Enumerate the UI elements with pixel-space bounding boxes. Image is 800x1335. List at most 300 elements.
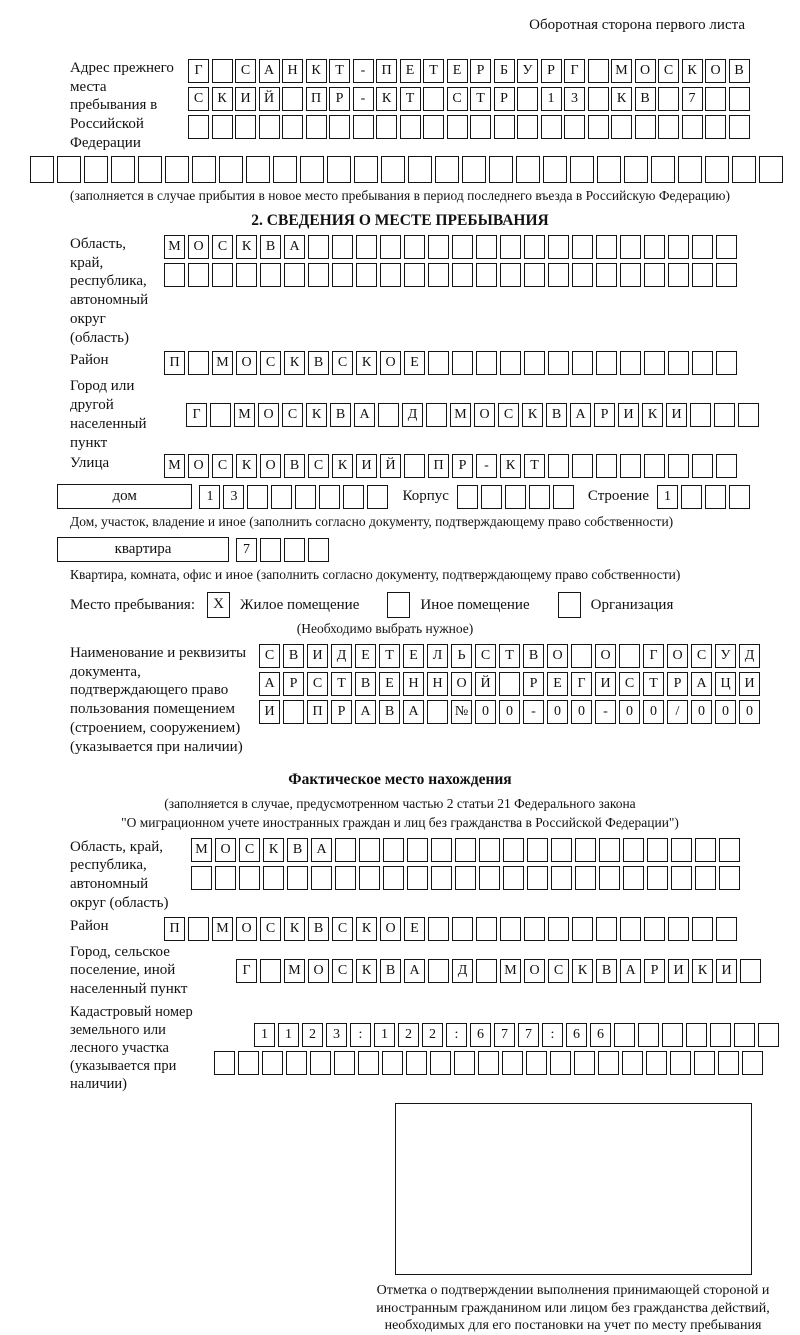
char-box[interactable] (651, 156, 675, 183)
char-box[interactable] (452, 263, 473, 287)
char-box[interactable] (742, 1051, 763, 1075)
char-box[interactable]: Р (594, 403, 615, 427)
char-box[interactable]: И (235, 87, 256, 111)
char-box[interactable]: В (523, 644, 544, 668)
char-box[interactable] (259, 115, 280, 139)
char-box[interactable]: Н (403, 672, 424, 696)
char-box[interactable]: 0 (715, 700, 736, 724)
char-box[interactable] (553, 485, 574, 509)
char-box[interactable] (212, 263, 233, 287)
char-box[interactable] (624, 156, 648, 183)
char-box[interactable]: В (355, 672, 376, 696)
char-box[interactable] (236, 263, 257, 287)
char-box[interactable] (644, 351, 665, 375)
char-box[interactable]: Й (475, 672, 496, 696)
char-box[interactable] (716, 351, 737, 375)
char-box[interactable]: М (450, 403, 471, 427)
char-box[interactable] (479, 838, 500, 862)
char-box[interactable] (524, 351, 545, 375)
char-box[interactable] (548, 263, 569, 287)
char-box[interactable] (517, 87, 538, 111)
char-box[interactable] (359, 838, 380, 862)
char-box[interactable] (273, 156, 297, 183)
char-box[interactable]: И (307, 644, 328, 668)
char-box[interactable] (111, 156, 135, 183)
char-box[interactable] (426, 403, 447, 427)
char-box[interactable]: 0 (691, 700, 712, 724)
char-box[interactable] (138, 156, 162, 183)
char-box[interactable] (219, 156, 243, 183)
char-box[interactable]: М (611, 59, 632, 83)
char-box[interactable] (599, 838, 620, 862)
char-box[interactable]: Т (329, 59, 350, 83)
char-box[interactable] (572, 235, 593, 259)
char-box[interactable] (239, 866, 260, 890)
char-box[interactable] (383, 838, 404, 862)
char-box[interactable] (596, 351, 617, 375)
char-box[interactable] (400, 115, 421, 139)
char-box[interactable] (500, 917, 521, 941)
char-box[interactable] (287, 866, 308, 890)
char-box[interactable]: С (548, 959, 569, 983)
char-box[interactable]: И (668, 959, 689, 983)
char-box[interactable]: В (596, 959, 617, 983)
char-box[interactable] (548, 235, 569, 259)
char-box[interactable] (596, 263, 617, 287)
char-box[interactable] (524, 263, 545, 287)
char-box[interactable] (623, 866, 644, 890)
char-box[interactable] (500, 351, 521, 375)
char-box[interactable] (734, 1023, 755, 1047)
char-box[interactable]: К (682, 59, 703, 83)
char-box[interactable]: - (353, 87, 374, 111)
char-box[interactable]: К (692, 959, 713, 983)
char-box[interactable]: / (667, 700, 688, 724)
char-box[interactable]: М (284, 959, 305, 983)
char-box[interactable] (283, 700, 304, 724)
char-box[interactable]: 6 (566, 1023, 587, 1047)
char-box[interactable]: И (356, 454, 377, 478)
char-box[interactable] (681, 485, 702, 509)
char-box[interactable] (686, 1023, 707, 1047)
char-box[interactable]: В (379, 700, 400, 724)
char-box[interactable] (284, 538, 305, 562)
char-box[interactable]: 6 (590, 1023, 611, 1047)
char-box[interactable] (212, 59, 233, 83)
char-box[interactable]: С (260, 917, 281, 941)
char-box[interactable] (588, 59, 609, 83)
char-box[interactable]: С (259, 644, 280, 668)
char-box[interactable] (668, 263, 689, 287)
char-box[interactable]: С (447, 87, 468, 111)
char-box[interactable]: 0 (739, 700, 760, 724)
char-box[interactable]: Р (644, 959, 665, 983)
char-box[interactable] (671, 866, 692, 890)
char-box[interactable]: Д (739, 644, 760, 668)
char-box[interactable] (334, 1051, 355, 1075)
char-box[interactable]: П (306, 87, 327, 111)
char-box[interactable]: А (259, 59, 280, 83)
char-box[interactable] (210, 403, 231, 427)
char-box[interactable] (260, 959, 281, 983)
char-box[interactable]: - (353, 59, 374, 83)
char-box[interactable] (572, 263, 593, 287)
char-box[interactable] (378, 403, 399, 427)
char-box[interactable] (529, 485, 550, 509)
char-box[interactable] (382, 1051, 403, 1075)
char-box[interactable] (354, 156, 378, 183)
char-box[interactable] (620, 263, 641, 287)
other-premises-checkbox[interactable] (387, 592, 410, 618)
char-box[interactable] (300, 156, 324, 183)
char-box[interactable] (705, 156, 729, 183)
char-box[interactable]: С (212, 235, 233, 259)
char-box[interactable]: В (287, 838, 308, 862)
char-box[interactable] (476, 235, 497, 259)
char-box[interactable]: М (234, 403, 255, 427)
char-box[interactable] (489, 156, 513, 183)
char-box[interactable] (358, 1051, 379, 1075)
char-box[interactable] (572, 917, 593, 941)
char-box[interactable] (359, 866, 380, 890)
char-box[interactable]: 7 (518, 1023, 539, 1047)
char-box[interactable] (598, 1051, 619, 1075)
char-box[interactable] (503, 866, 524, 890)
char-box[interactable]: А (355, 700, 376, 724)
char-box[interactable] (524, 235, 545, 259)
char-box[interactable] (335, 838, 356, 862)
char-box[interactable]: С (308, 454, 329, 478)
char-box[interactable]: Н (427, 672, 448, 696)
char-box[interactable]: Ц (715, 672, 736, 696)
char-box[interactable]: О (188, 454, 209, 478)
char-box[interactable] (238, 1051, 259, 1075)
char-box[interactable] (286, 1051, 307, 1075)
char-box[interactable]: А (354, 403, 375, 427)
char-box[interactable]: О (215, 838, 236, 862)
char-box[interactable] (695, 866, 716, 890)
char-box[interactable]: Д (452, 959, 473, 983)
char-box[interactable]: 1 (657, 485, 678, 509)
char-box[interactable] (427, 700, 448, 724)
char-box[interactable] (452, 917, 473, 941)
char-box[interactable]: : (350, 1023, 371, 1047)
char-box[interactable] (716, 917, 737, 941)
char-box[interactable] (635, 115, 656, 139)
char-box[interactable]: В (284, 454, 305, 478)
char-box[interactable]: № (451, 700, 472, 724)
char-box[interactable] (588, 87, 609, 111)
char-box[interactable] (188, 917, 209, 941)
char-box[interactable]: О (451, 672, 472, 696)
char-box[interactable]: Е (447, 59, 468, 83)
char-box[interactable]: 7 (682, 87, 703, 111)
char-box[interactable]: С (332, 917, 353, 941)
char-box[interactable] (596, 917, 617, 941)
char-box[interactable] (695, 838, 716, 862)
char-box[interactable]: Е (355, 644, 376, 668)
char-box[interactable]: С (691, 644, 712, 668)
char-box[interactable]: Ь (451, 644, 472, 668)
char-box[interactable] (575, 838, 596, 862)
char-box[interactable]: П (428, 454, 449, 478)
char-box[interactable]: К (263, 838, 284, 862)
char-box[interactable] (614, 1023, 635, 1047)
char-box[interactable]: Т (331, 672, 352, 696)
char-box[interactable]: С (619, 672, 640, 696)
char-box[interactable] (714, 403, 735, 427)
char-box[interactable] (719, 838, 740, 862)
char-box[interactable]: О (474, 403, 495, 427)
char-box[interactable] (705, 115, 726, 139)
char-box[interactable] (692, 235, 713, 259)
char-box[interactable] (716, 454, 737, 478)
char-box[interactable]: И (618, 403, 639, 427)
char-box[interactable]: П (164, 351, 185, 375)
char-box[interactable] (670, 1051, 691, 1075)
char-box[interactable] (623, 838, 644, 862)
char-box[interactable]: К (306, 403, 327, 427)
char-box[interactable] (662, 1023, 683, 1047)
char-box[interactable] (550, 1051, 571, 1075)
char-box[interactable] (570, 156, 594, 183)
char-box[interactable] (599, 866, 620, 890)
char-box[interactable]: М (500, 959, 521, 983)
char-box[interactable] (308, 235, 329, 259)
char-box[interactable] (710, 1023, 731, 1047)
char-box[interactable]: О (258, 403, 279, 427)
char-box[interactable] (295, 485, 316, 509)
char-box[interactable] (644, 263, 665, 287)
char-box[interactable] (574, 1051, 595, 1075)
char-box[interactable] (260, 263, 281, 287)
char-box[interactable]: Н (282, 59, 303, 83)
char-box[interactable] (356, 263, 377, 287)
char-box[interactable] (407, 866, 428, 890)
char-box[interactable] (260, 538, 281, 562)
char-box[interactable] (729, 485, 750, 509)
char-box[interactable]: Р (541, 59, 562, 83)
char-box[interactable] (494, 115, 515, 139)
char-box[interactable] (644, 235, 665, 259)
char-box[interactable] (646, 1051, 667, 1075)
char-box[interactable] (215, 866, 236, 890)
char-box[interactable]: 7 (494, 1023, 515, 1047)
char-box[interactable] (367, 485, 388, 509)
char-box[interactable] (407, 838, 428, 862)
char-box[interactable] (718, 1051, 739, 1075)
char-box[interactable]: Т (524, 454, 545, 478)
char-box[interactable]: К (611, 87, 632, 111)
char-box[interactable]: Г (643, 644, 664, 668)
char-box[interactable] (668, 454, 689, 478)
char-box[interactable]: 1 (199, 485, 220, 509)
char-box[interactable] (500, 235, 521, 259)
char-box[interactable] (500, 263, 521, 287)
char-box[interactable]: В (308, 917, 329, 941)
char-box[interactable]: О (547, 644, 568, 668)
char-box[interactable] (692, 917, 713, 941)
char-box[interactable]: С (498, 403, 519, 427)
char-box[interactable]: К (356, 917, 377, 941)
char-box[interactable]: Е (404, 351, 425, 375)
char-box[interactable]: А (311, 838, 332, 862)
char-box[interactable] (678, 156, 702, 183)
char-box[interactable] (376, 115, 397, 139)
char-box[interactable] (620, 351, 641, 375)
char-box[interactable]: Д (331, 644, 352, 668)
char-box[interactable]: А (259, 672, 280, 696)
char-box[interactable] (481, 485, 502, 509)
char-box[interactable] (572, 454, 593, 478)
char-box[interactable] (454, 1051, 475, 1075)
char-box[interactable]: В (729, 59, 750, 83)
char-box[interactable] (692, 263, 713, 287)
char-box[interactable]: С (475, 644, 496, 668)
char-box[interactable] (246, 156, 270, 183)
char-box[interactable]: О (380, 917, 401, 941)
char-box[interactable]: О (236, 351, 257, 375)
char-box[interactable] (692, 351, 713, 375)
char-box[interactable]: Г (236, 959, 257, 983)
char-box[interactable] (548, 351, 569, 375)
char-box[interactable] (404, 454, 425, 478)
char-box[interactable]: 0 (643, 700, 664, 724)
char-box[interactable]: К (376, 87, 397, 111)
char-box[interactable] (499, 672, 520, 696)
char-box[interactable] (235, 115, 256, 139)
char-box[interactable]: 1 (374, 1023, 395, 1047)
char-box[interactable] (343, 485, 364, 509)
char-box[interactable] (596, 235, 617, 259)
char-box[interactable]: Т (400, 87, 421, 111)
char-box[interactable] (188, 115, 209, 139)
char-box[interactable] (428, 263, 449, 287)
char-box[interactable]: Е (379, 672, 400, 696)
char-box[interactable] (597, 156, 621, 183)
char-box[interactable] (541, 115, 562, 139)
char-box[interactable] (611, 115, 632, 139)
char-box[interactable]: С (260, 351, 281, 375)
char-box[interactable]: К (642, 403, 663, 427)
char-box[interactable] (516, 156, 540, 183)
char-box[interactable] (668, 917, 689, 941)
char-box[interactable] (759, 156, 783, 183)
char-box[interactable] (319, 485, 340, 509)
char-box[interactable] (308, 263, 329, 287)
char-box[interactable] (452, 235, 473, 259)
char-box[interactable]: Г (571, 672, 592, 696)
char-box[interactable] (263, 866, 284, 890)
char-box[interactable] (620, 917, 641, 941)
char-box[interactable]: С (332, 959, 353, 983)
char-box[interactable]: Р (283, 672, 304, 696)
char-box[interactable] (740, 959, 761, 983)
char-box[interactable]: 0 (619, 700, 640, 724)
char-box[interactable]: К (500, 454, 521, 478)
char-box[interactable]: 0 (499, 700, 520, 724)
char-box[interactable] (729, 115, 750, 139)
char-box[interactable]: П (164, 917, 185, 941)
char-box[interactable] (428, 959, 449, 983)
char-box[interactable]: А (403, 700, 424, 724)
char-box[interactable] (327, 156, 351, 183)
char-box[interactable] (247, 485, 268, 509)
char-box[interactable] (551, 866, 572, 890)
char-box[interactable]: С (239, 838, 260, 862)
char-box[interactable] (564, 115, 585, 139)
char-box[interactable]: И (716, 959, 737, 983)
char-box[interactable]: О (308, 959, 329, 983)
char-box[interactable]: Г (564, 59, 585, 83)
char-box[interactable] (527, 866, 548, 890)
char-box[interactable] (647, 838, 668, 862)
char-box[interactable] (729, 87, 750, 111)
char-box[interactable]: И (739, 672, 760, 696)
char-box[interactable] (308, 538, 329, 562)
char-box[interactable]: 6 (470, 1023, 491, 1047)
char-box[interactable] (353, 115, 374, 139)
char-box[interactable] (57, 156, 81, 183)
char-box[interactable] (457, 485, 478, 509)
char-box[interactable] (588, 115, 609, 139)
char-box[interactable]: 0 (571, 700, 592, 724)
char-box[interactable]: К (306, 59, 327, 83)
char-box[interactable]: О (524, 959, 545, 983)
char-box[interactable]: В (635, 87, 656, 111)
char-box[interactable] (335, 866, 356, 890)
char-box[interactable]: - (595, 700, 616, 724)
char-box[interactable]: С (332, 351, 353, 375)
char-box[interactable] (408, 156, 432, 183)
char-box[interactable]: 2 (422, 1023, 443, 1047)
char-box[interactable] (306, 115, 327, 139)
char-box[interactable] (505, 485, 526, 509)
char-box[interactable]: : (446, 1023, 467, 1047)
char-box[interactable]: А (570, 403, 591, 427)
char-box[interactable] (671, 838, 692, 862)
char-box[interactable] (517, 115, 538, 139)
char-box[interactable] (705, 87, 726, 111)
char-box[interactable] (282, 87, 303, 111)
char-box[interactable] (644, 454, 665, 478)
char-box[interactable]: И (666, 403, 687, 427)
char-box[interactable] (455, 838, 476, 862)
char-box[interactable]: Р (470, 59, 491, 83)
char-box[interactable] (423, 87, 444, 111)
char-box[interactable]: Б (494, 59, 515, 83)
char-box[interactable] (620, 235, 641, 259)
char-box[interactable] (191, 866, 212, 890)
char-box[interactable] (638, 1023, 659, 1047)
char-box[interactable]: Р (452, 454, 473, 478)
char-box[interactable]: С (307, 672, 328, 696)
char-box[interactable] (284, 263, 305, 287)
char-box[interactable] (476, 959, 497, 983)
char-box[interactable]: Р (494, 87, 515, 111)
char-box[interactable] (716, 263, 737, 287)
char-box[interactable] (329, 115, 350, 139)
char-box[interactable] (192, 156, 216, 183)
char-box[interactable] (719, 866, 740, 890)
char-box[interactable]: О (705, 59, 726, 83)
char-box[interactable]: 1 (254, 1023, 275, 1047)
char-box[interactable] (423, 115, 444, 139)
char-box[interactable] (332, 263, 353, 287)
char-box[interactable]: К (522, 403, 543, 427)
char-box[interactable] (548, 454, 569, 478)
char-box[interactable] (188, 263, 209, 287)
